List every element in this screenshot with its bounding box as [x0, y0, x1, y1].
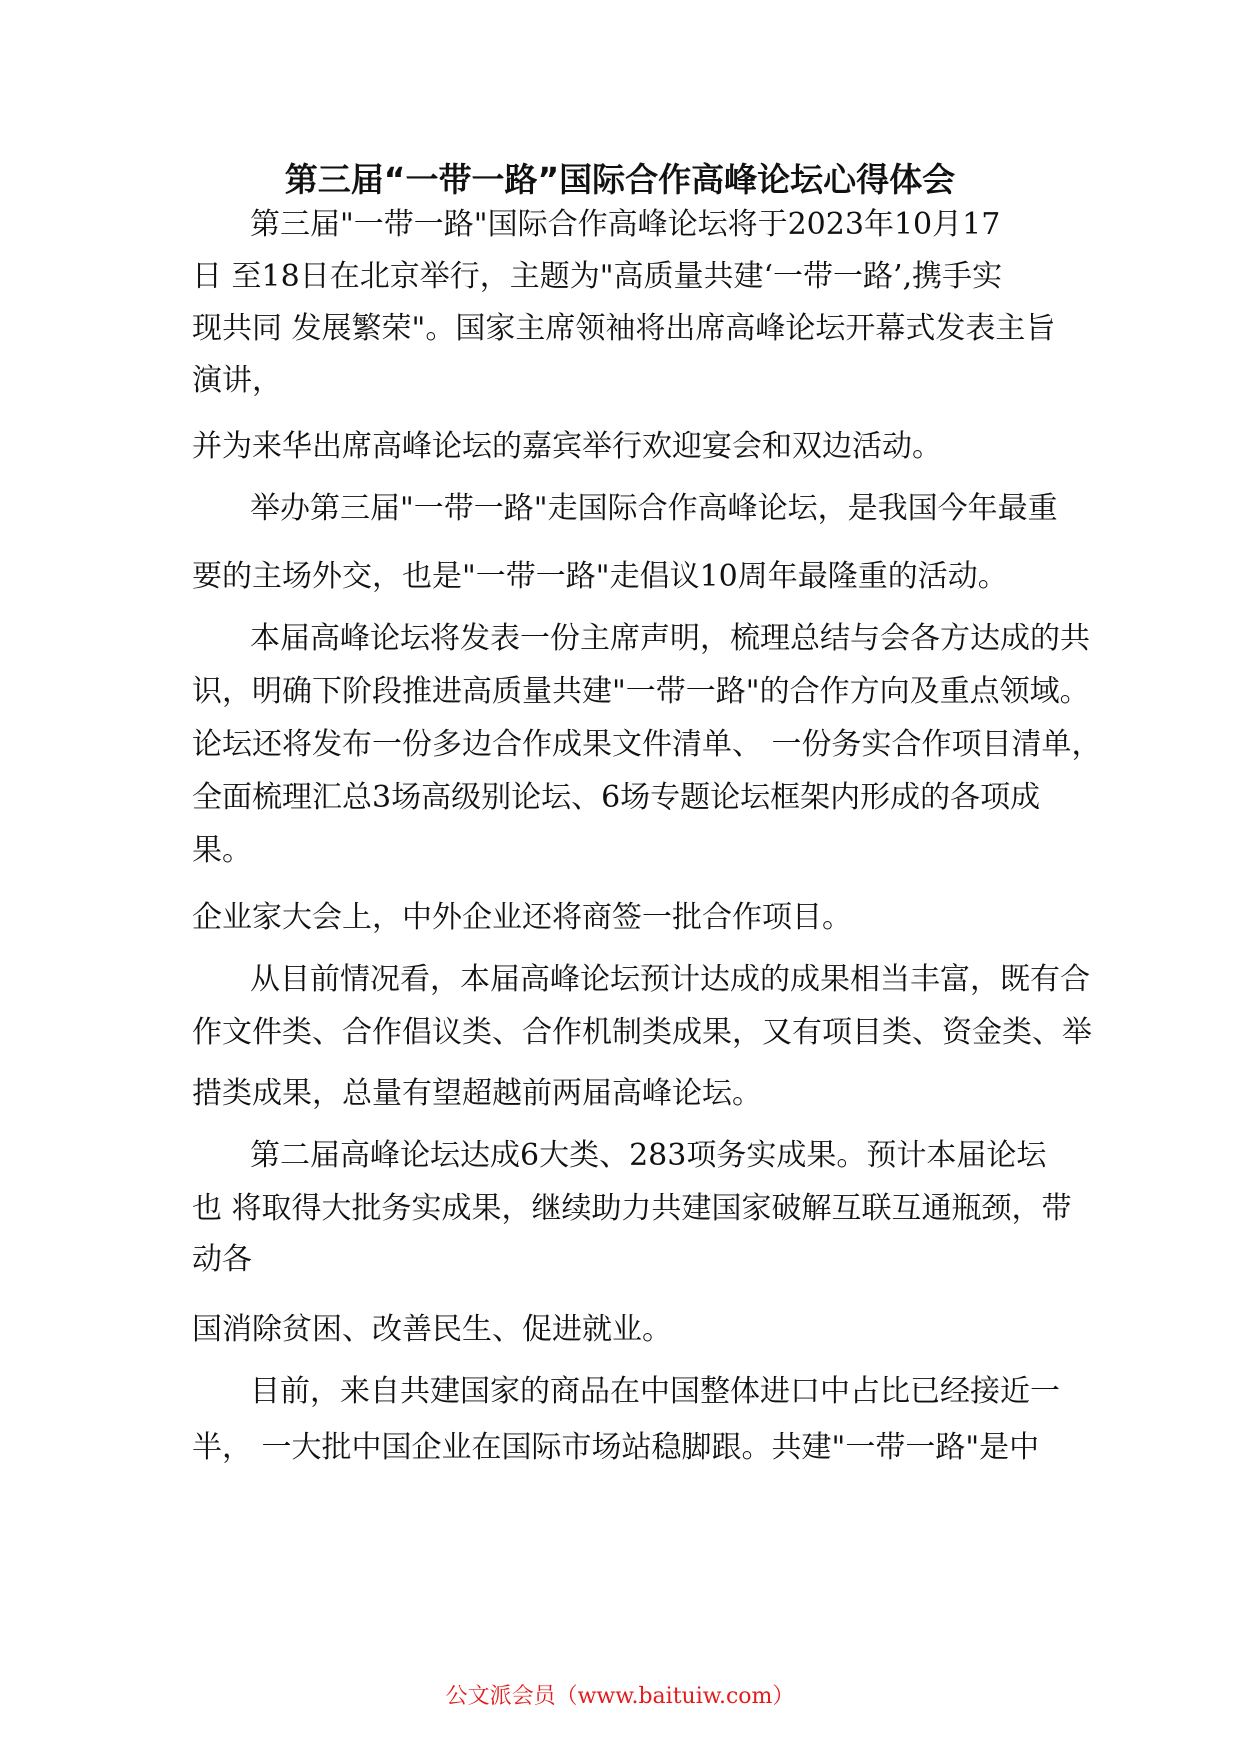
paragraph-line: 演讲，: [192, 363, 282, 398]
paragraph-line: 国消除贫困、改善民生、促进就业。: [192, 1312, 672, 1347]
paragraph-line: 半， 一大批中国企业在国际市场站稳脚跟。共建"一带一路"是中: [192, 1430, 1040, 1465]
paragraph-line: 目前，来自共建国家的商品在中国整体进口中占比已经接近一: [250, 1374, 1060, 1409]
paragraph-line: 举办第三届"一带一路"走国际合作高峰论坛，是我国今年最重: [250, 491, 1058, 526]
paragraph-line: 第二届高峰论坛达成6大类、283项务实成果。预计本届论坛: [250, 1138, 1047, 1173]
paragraph-line: 企业家大会上，中外企业还将商签一批合作项目。: [192, 900, 852, 935]
paragraph-line: 现共同 发展繁荣"。国家主席领袖将出席高峰论坛开幕式发表主旨: [192, 311, 1056, 346]
paragraph-line: 本届高峰论坛将发表一份主席声明，梳理总结与会各方达成的共: [250, 621, 1090, 656]
paragraph-line: 要的主场外交，也是"一带一路"走倡议10周年最隆重的活动。: [192, 559, 1008, 594]
paragraph-line: 并为来华出席高峰论坛的嘉宾举行欢迎宴会和双边活动。: [192, 429, 942, 464]
footer-watermark: 公文派会员（www.baituiw.com）: [445, 1684, 795, 1709]
paragraph-line: 作文件类、合作倡议类、合作机制类成果，又有项目类、资金类、举: [192, 1015, 1092, 1050]
paragraph-line: 第三届"一带一路"国际合作高峰论坛将于2023年10月17: [250, 207, 1001, 242]
paragraph-line: 措类成果，总量有望超越前两届高峰论坛。: [192, 1076, 762, 1111]
paragraph-line: 从目前情况看，本届高峰论坛预计达成的成果相当丰富，既有合: [250, 962, 1090, 997]
paragraph-line: 也 将取得大批务实成果，继续助力共建国家破解互联互通瓶颈，带: [192, 1191, 1072, 1226]
paragraph-line: 日 至18日在北京举行，主题为"高质量共建‘一带一路’,携手实: [192, 259, 1003, 294]
paragraph-line: 论坛还将发布一份多边合作成果文件清单、 一份务实合作项目清单，: [192, 727, 1102, 762]
paragraph-line: 全面梳理汇总3场高级别论坛、6场专题论坛框架内形成的各项成: [192, 780, 1041, 815]
document-title: 第三届“一带一路”国际合作高峰论坛心得体会: [284, 160, 956, 199]
paragraph-line: 识，明确下阶段推进高质量共建"一带一路"的合作方向及重点领域。: [192, 674, 1090, 709]
paragraph-line: 动各: [192, 1242, 252, 1277]
paragraph-line: 果。: [192, 833, 252, 868]
